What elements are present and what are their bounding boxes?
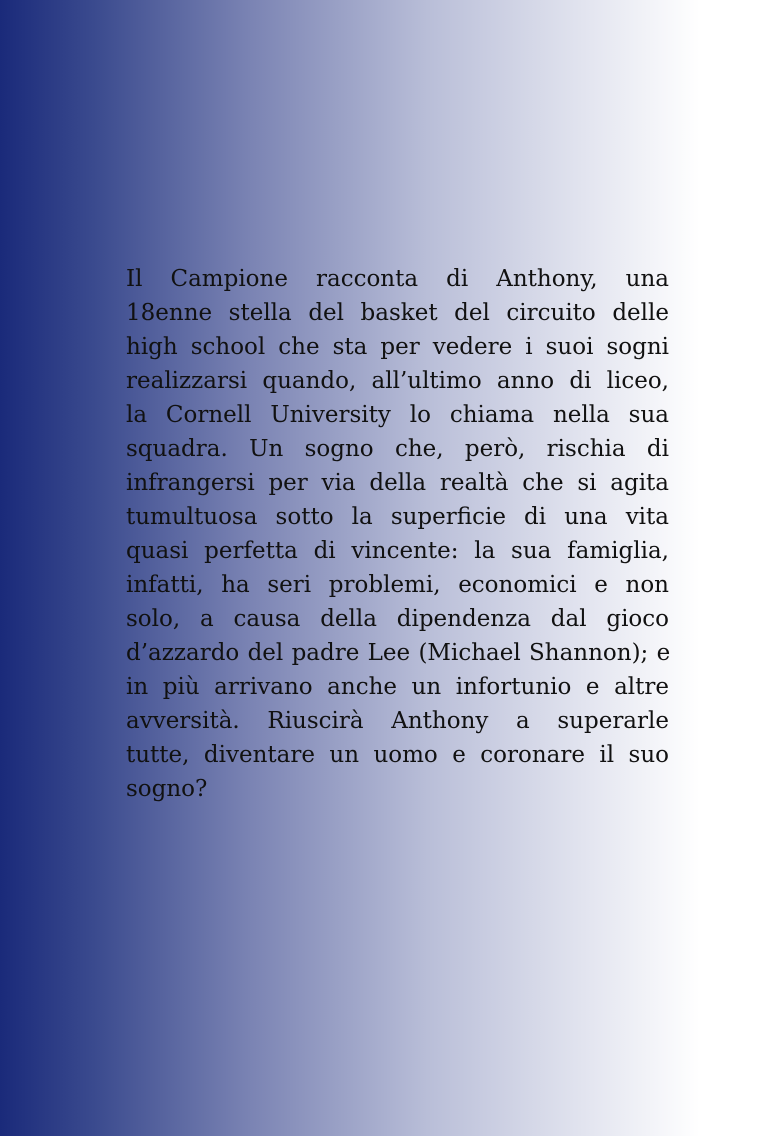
synopsis-paragraph: [126, 262, 669, 806]
text-line: in più arrivano anche un infortunio e altre: [126, 674, 669, 700]
text-line: d’azzardo del padre Lee (Michael Shannon); e: [126, 640, 671, 666]
text-line: 18enne stella del basket del circuito delle: [126, 300, 669, 326]
text-line-last: sogno?: [126, 776, 208, 802]
text-line: infatti, ha seri problemi, economici e non: [126, 572, 669, 598]
text-line: high school che sta per vedere i suoi sogni: [126, 334, 669, 360]
text-line: tumultuosa sotto la superficie di una vita: [126, 504, 669, 530]
text-line: solo, a causa della dipendenza dal gioco: [126, 606, 669, 632]
text-line: realizzarsi quando, all’ultimo anno di liceo,: [126, 368, 669, 394]
text-line: la Cornell University lo chiama nella sua: [126, 402, 669, 428]
text-line: quasi perfetta di vincente: la sua famiglia,: [126, 538, 669, 564]
text-line: tutte, diventare un uomo e coronare il suo: [126, 742, 669, 768]
text-line: squadra. Un sogno che, però, rischia di: [126, 436, 669, 462]
text-line: infrangersi per via della realtà che si agita: [126, 470, 669, 496]
text-line: avversità. Riuscirà Anthony a superarle: [126, 708, 669, 734]
text-line: Il Campione racconta di Anthony, una: [126, 266, 669, 292]
